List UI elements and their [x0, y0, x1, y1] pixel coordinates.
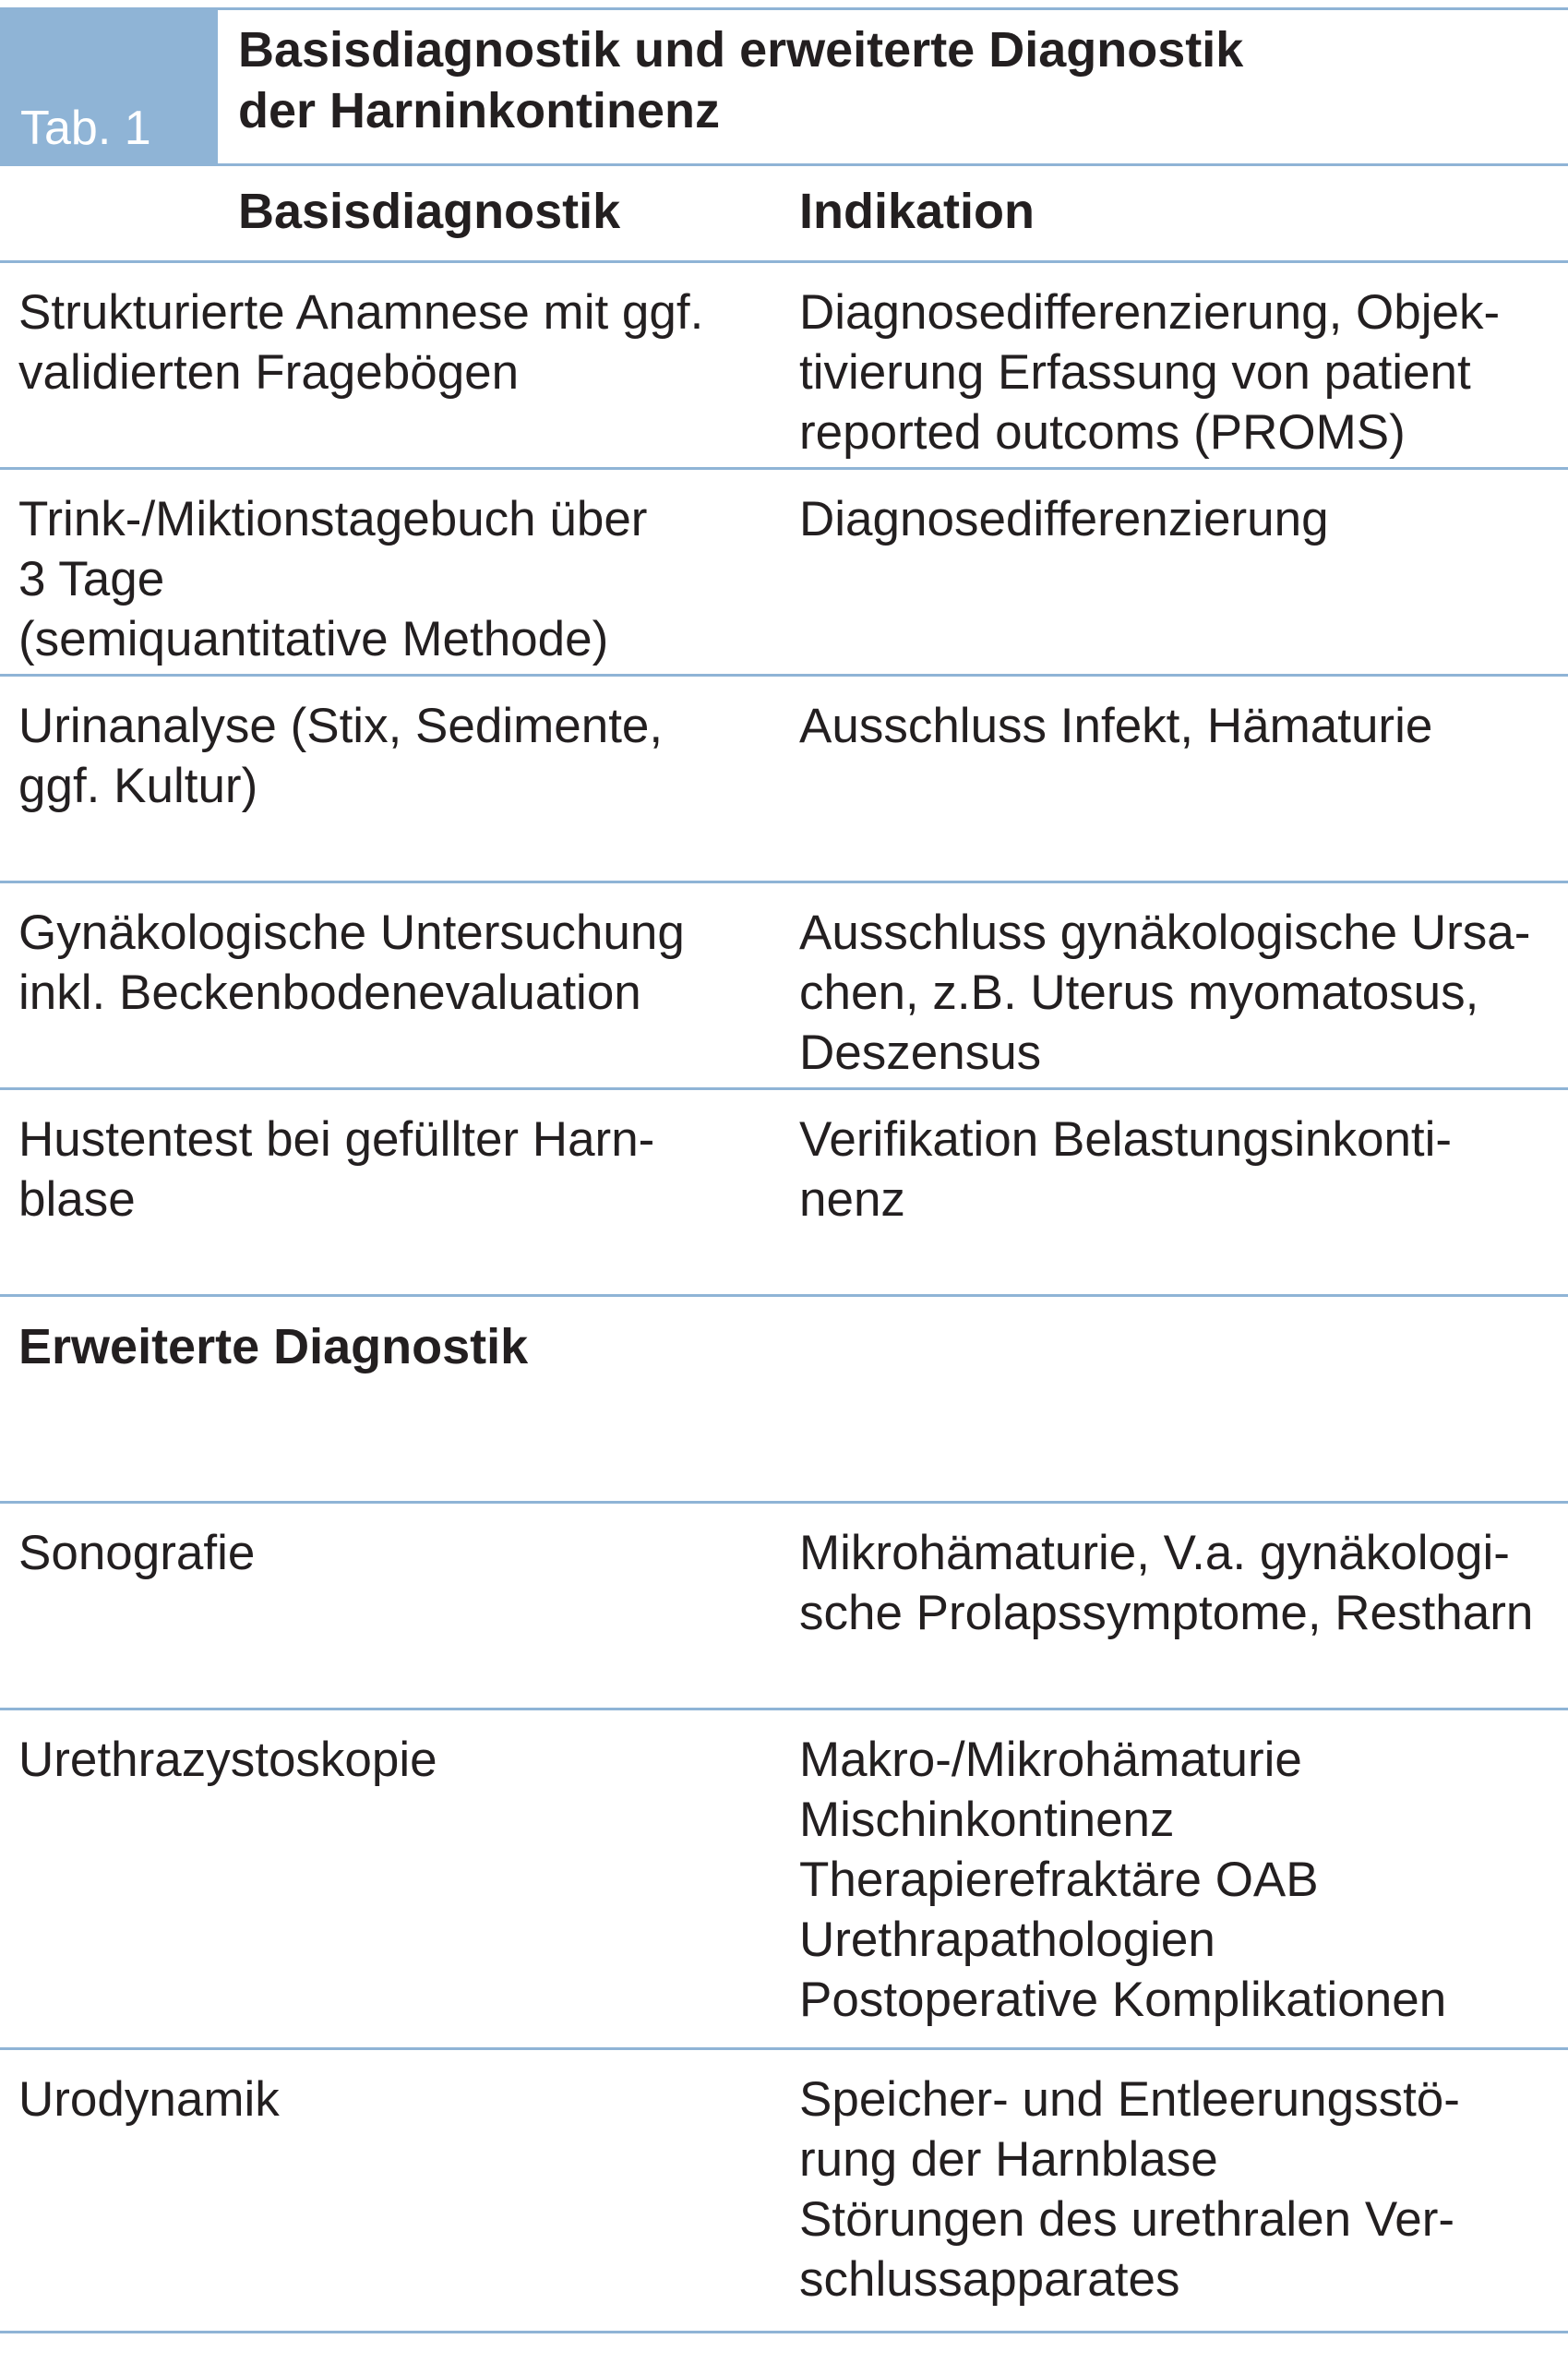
cell-diagnostic-sonografie: Sonografie	[18, 1526, 256, 1580]
cell-indication-hustentest: Verifikation Belastungsinkonti- nenz	[799, 1112, 1453, 1227]
cell-diagnostic-hustentest: Hustentest bei gefüllter Harn- blase	[18, 1112, 655, 1227]
divider	[0, 2047, 1568, 2050]
section-heading-erweiterte-diagnostik: Erweiterte Diagnostik	[18, 1319, 529, 1374]
divider	[0, 260, 1568, 263]
divider	[0, 881, 1568, 883]
divider	[0, 1708, 1568, 1710]
cell-diagnostic-anamnese: Strukturierte Anamnese mit ggf. validierten Fragebögen	[18, 285, 704, 400]
cell-indication-gynaekologische-untersuchung: Ausschluss gynäkologische Ursa- chen, z.B. Uterus myomatosus, Deszensus	[799, 906, 1531, 1080]
column-header-indikation: Indikation	[799, 184, 1035, 239]
table-title-line2: der Harninkontinenz	[238, 83, 721, 138]
cell-diagnostic-miktionstagebuch: Trink-/Miktionstagebuch über 3 Tage (semiquantitative Methode)	[18, 492, 648, 666]
table-number-badge	[0, 10, 218, 163]
cell-diagnostic-gynaekologische-untersuchung: Gynäkologische Untersuchung inkl. Beckenbodenevaluation	[18, 906, 685, 1020]
cell-indication-anamnese: Diagnosedifferenzierung, Objek- tivierung Erfassung von patient reported outcoms (PROMS)	[799, 285, 1501, 460]
table-title	[238, 19, 1530, 141]
divider	[0, 1087, 1568, 1090]
cell-diagnostic-urodynamik: Urodynamik	[18, 2072, 280, 2127]
column-header-basisdiagnostik: Basisdiagnostik	[238, 184, 621, 239]
cell-indication-sonografie: Mikrohämaturie, V.a. gynäkologi- sche Prolapssymptome, Restharn	[799, 1526, 1534, 1640]
table-number: Tab. 1	[20, 102, 151, 155]
divider	[0, 1501, 1568, 1504]
cell-indication-urethrazystoskopie: Makro-/Mikrohämaturie Mischinkontinenz Therapierefraktäre OAB Urethrapathologien Postoperative Komplikationen	[799, 1733, 1447, 2027]
divider	[0, 2331, 1568, 2333]
table-title-line1: Basisdiagnostik und erweiterte Diagnostik	[238, 22, 1244, 78]
divider	[0, 674, 1568, 677]
cell-indication-urinanalyse: Ausschluss Infekt, Hämaturie	[799, 699, 1433, 753]
cell-diagnostic-urinanalyse: Urinanalyse (Stix, Sedimente, ggf. Kultur)	[18, 699, 664, 813]
divider	[0, 1294, 1568, 1297]
divider	[0, 467, 1568, 470]
cell-diagnostic-urethrazystoskopie: Urethrazystoskopie	[18, 1733, 437, 1787]
cell-indication-miktionstagebuch: Diagnosedifferenzierung	[799, 492, 1329, 546]
table-title-bar	[0, 7, 1568, 166]
cell-indication-urodynamik: Speicher- und Entleerungsstö- rung der Harnblase Störungen des urethralen Ver- schlussapparates	[799, 2072, 1460, 2307]
